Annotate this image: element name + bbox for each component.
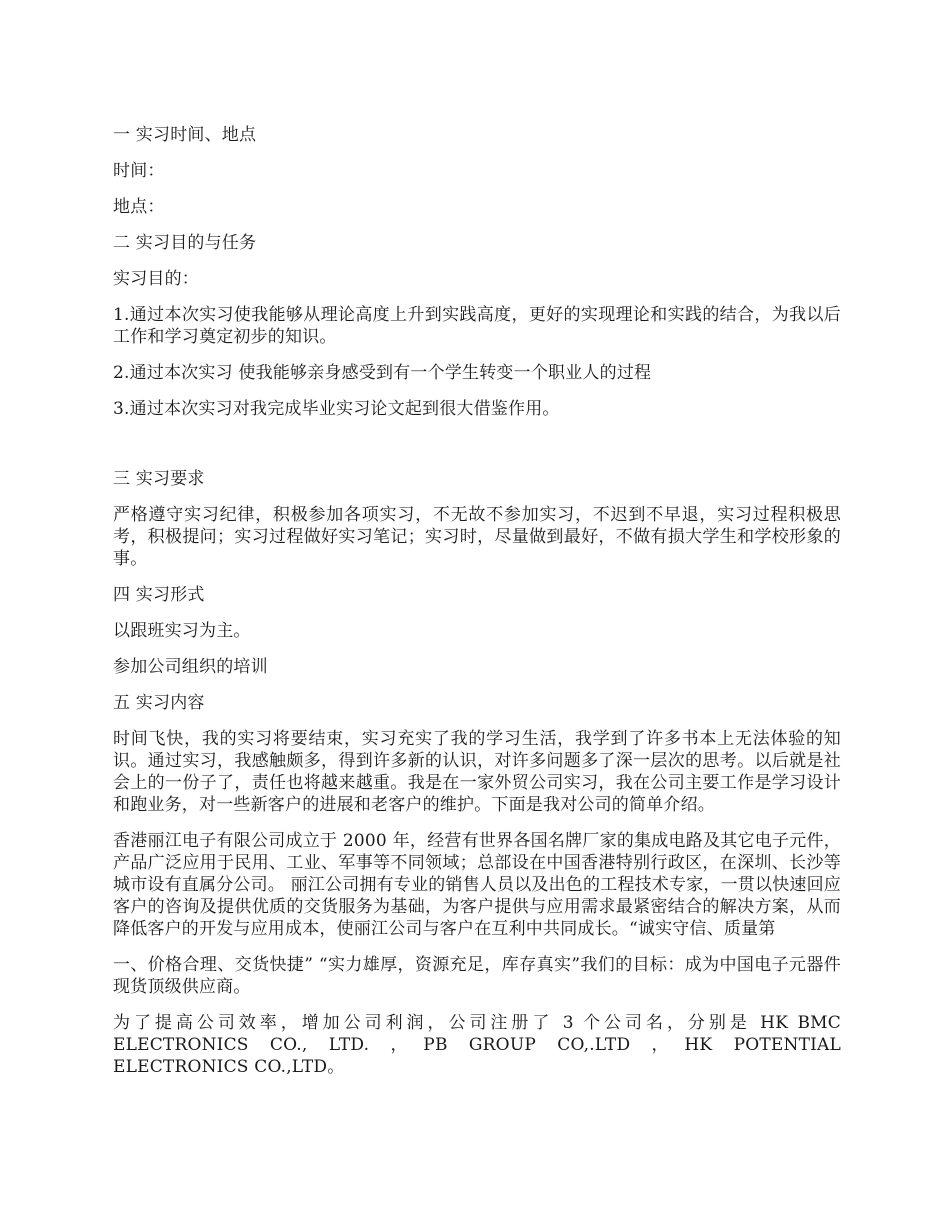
section-heading-2: 二 实习目的与任务 <box>113 233 257 253</box>
form-item-1: 以跟班实习为主。 <box>113 621 251 641</box>
purpose-item-2: 2.通过本次实习 使我能够亲身感受到有一个学生转变一个职业人的过程 <box>113 363 652 383</box>
document-body <box>113 124 841 1092</box>
content-paragraph-3: 一、价格合理、交货快捷” “实力雄厚，资源充足，库存真实”我们的目标：成为中国电子元器件现货顶级供应商。 <box>113 955 841 997</box>
content-paragraph-1: 时间飞快，我的实习将要结束，实习充实了我的学习生活，我学到了许多书本上无法体验的知识。通过实习，我感触颇多，得到许多新的认识，对许多问题多了深一层次的思考。以后就是社会上的一份子了，责任也将越来越重。我是在一家外贸公司实习，我在公司主要工作是学习设计和跑业务，对一些新客户的进展和老客户的维护。下面是我对公司的简单介绍。 <box>113 729 841 815</box>
requirements-paragraph: 严格遵守实习纪律，积极参加各项实习，不无故不参加实习，不迟到不早退，实习过程积极思考，积极提问；实习过程做好实习笔记；实习时，尽量做到最好，不做有损大学生和学校形象的事。 <box>113 505 841 569</box>
section-heading-1: 一 实习时间、地点 <box>113 125 257 145</box>
section-heading-3: 三 实习要求 <box>113 469 205 489</box>
section-heading-4: 四 实习形式 <box>113 585 205 605</box>
purpose-item-3: 3.通过本次实习对我完成毕业实习论文起到很大借鉴作用。 <box>113 399 560 419</box>
form-item-2: 参加公司组织的培训 <box>113 657 268 677</box>
content-paragraph-2: 香港丽江电子有限公司成立于 2000 年，经营有世界各国名牌厂家的集成电路及其它电子元件，产品广泛应用于民用、工业、军事等不同领域；总部设在中国香港特别行政区，在深圳、长沙等城市设有直属分公司。 丽江公司拥有专业的销售人员以及出色的工程技术专家，一贯以快速回应客户的咨询及提供优质的交货服务为基础，为客户提供与应用需求最紧密结合的解决方案，从而降低客户的开发与应用成本，使丽江公司与客户在互利中共同成长。“诚实守信、质量第 <box>113 831 842 939</box>
section-heading-5: 五 实习内容 <box>113 693 205 713</box>
purpose-item-1: 1.通过本次实习使我能够从理论高度上升到实践高度，更好的实现理论和实践的结合，为我以后工作和学习奠定初步的知识。 <box>113 305 841 347</box>
content-paragraph-4: 为了提高公司效率，增加公司利润，公司注册了 3 个公司名，分别是 HK BMC ELECTRONICS CO., LTD. ，PB GROUP CO,.LTD ，HK POTENTIAL ELECTRONICS CO.,LTD。 <box>113 1013 841 1077</box>
time-field: 时间： <box>113 161 165 181</box>
location-field: 地点： <box>113 197 165 217</box>
purpose-label: 实习目的： <box>113 269 199 289</box>
